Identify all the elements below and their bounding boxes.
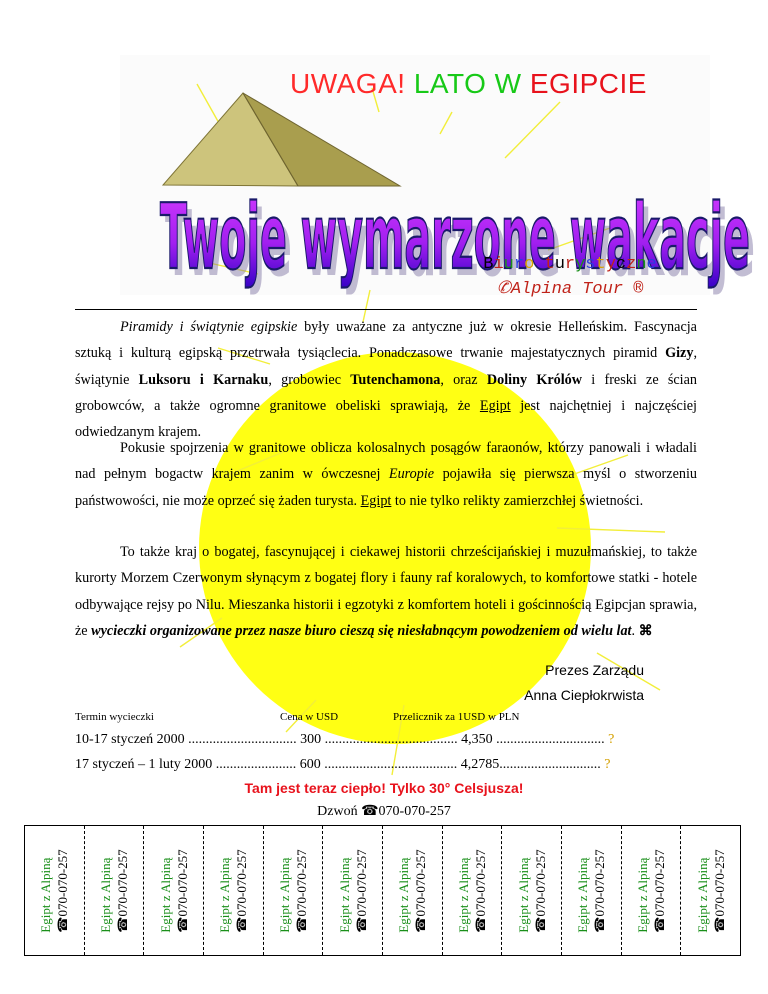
tear-off-tab <box>443 826 503 955</box>
tear-off-phone <box>591 849 608 932</box>
tear-off-text <box>336 849 370 932</box>
tear-off-number: 070-070-257 <box>592 848 608 916</box>
tear-off-text <box>634 849 668 932</box>
p1-text: były uważane za antyczne już w okresie Helleńskim. Fascynacja sztuką i kulturą egipską przetrwała tysiąclecia. Ponadczasowe trwanie majestatycznych piramid <box>75 319 697 362</box>
tear-off-label: Egipt z Alpiną <box>694 857 710 933</box>
tear-off-phone <box>174 849 191 932</box>
p1-bold-luksor: Luksoru i Karnaku <box>138 371 269 388</box>
tear-off-text <box>97 849 131 932</box>
paragraph-2 <box>75 435 697 514</box>
p1-bold-gizy: Gizy <box>665 345 694 362</box>
signature-role: Prezes Zarządu <box>545 662 644 678</box>
tear-off-phone <box>54 849 71 932</box>
call-label: Dzwoń <box>317 804 362 819</box>
tear-off-phone <box>711 849 728 932</box>
tear-off-number: 070-070-257 <box>413 848 429 916</box>
phone-icon: ☎ <box>294 915 310 933</box>
tear-off-label: Egipt z Alpiną <box>38 857 54 933</box>
agency-label: Biuro turystyczne <box>483 255 657 274</box>
phone-icon: ☎ <box>592 915 608 933</box>
divider <box>75 309 697 310</box>
phone-icon: ☎ <box>234 915 250 933</box>
row-term: 10-17 styczeń 2000 <box>75 732 185 747</box>
row-leader: ............................. <box>499 757 605 772</box>
p1-underline-egipt: Egipt <box>479 397 511 414</box>
row-rate: 4,350 <box>461 732 493 747</box>
call-phone: 070-070-257 <box>378 804 451 819</box>
poster-title <box>290 68 647 100</box>
tear-off-number: 070-070-257 <box>174 848 190 916</box>
p1-text: i freski ze ścian grobowców, a także ogromne granitowe obeliski sprawiają, że <box>75 371 698 414</box>
p3-text: . <box>631 622 639 639</box>
row-pln: ? <box>604 757 611 772</box>
phone-icon: ☎ <box>652 915 668 933</box>
tear-off-number: 070-070-257 <box>55 848 71 916</box>
tear-off-text <box>395 849 429 932</box>
p1-bold-doliny: Doliny Królów <box>486 371 583 388</box>
agency-name <box>440 278 700 299</box>
phone-icon: ☎ <box>55 915 71 933</box>
p1-text: , świątynie <box>75 345 697 388</box>
tear-off-text <box>37 849 71 932</box>
tear-off-number: 070-070-257 <box>532 848 548 916</box>
tear-off-tab <box>681 826 740 955</box>
tear-off-tab <box>323 826 383 955</box>
tear-off-phone <box>412 849 429 932</box>
tear-off-tab <box>264 826 324 955</box>
tear-off-phone <box>651 849 668 932</box>
command-symbol-icon: ⌘ <box>638 622 653 639</box>
header-price: Cena w USD <box>280 711 339 723</box>
tear-off-number: 070-070-257 <box>115 848 130 916</box>
tear-off-phone <box>233 849 250 932</box>
tear-off-text <box>515 849 549 932</box>
tear-off-label: Egipt z Alpiną <box>515 857 531 933</box>
tear-off-text <box>276 849 310 932</box>
svg-text:Twoje wymarzone wakacje: Twoje wymarzone wakacje <box>164 192 756 298</box>
table-row <box>75 732 685 748</box>
row-leader: ...................................... <box>321 732 462 747</box>
tear-off-label: Egipt z Alpiną <box>635 857 651 933</box>
tear-off-strip <box>24 825 741 956</box>
title-word-lato: LATO W <box>413 68 522 99</box>
tear-off-label: Egipt z Alpiną <box>396 857 412 933</box>
tear-off-label: Egipt z Alpiną <box>98 857 113 933</box>
tear-off-tab <box>25 826 85 955</box>
call-line <box>0 803 768 820</box>
row-price: 600 <box>299 757 321 772</box>
agency-name-text: Alpina Tour <box>510 280 624 299</box>
phone-icon: ☎ <box>473 915 489 933</box>
p3-text: To także kraj o bogatej, fascynującej i ciekawej historii chrześcijańskiej i muzułmańskiej, to także kurorty Morzem Czerwonym słynącym z bogatej flory i fauny raf koralowych, to komfortowe statki - hotele odbywające rejsy po Nilu. Mieszanka historii i egzotyki z komfortem hoteli i gościnnością Egipcjan sprawia, że <box>75 544 697 639</box>
registered-mark: ® <box>633 280 644 299</box>
tear-off-text <box>455 849 489 932</box>
p1-bold-tutenchamon: Tutenchamona <box>350 371 441 388</box>
phone-icon: ☎ <box>353 915 369 933</box>
p3-bold-italic: wycieczki organizowane przez nasze biuro cieszą się niesłabnącym powodzeniem od wielu lat <box>91 622 632 639</box>
p2-text: pojawiła się pierwsza myśl o stworzeniu państwowości, nie może oprzeć się żaden turysta. <box>75 466 697 509</box>
tear-off-number: 070-070-257 <box>234 848 250 916</box>
row-leader: ............................... <box>492 732 609 747</box>
tear-off-number: 070-070-257 <box>652 848 668 916</box>
tear-off-phone <box>532 849 549 932</box>
tear-off-phone <box>114 849 131 932</box>
phone-icon: ☎ <box>532 915 548 933</box>
p2-underline-egipt: Egipt <box>360 492 392 509</box>
signature-name: Anna Ciepłokrwista <box>524 687 644 703</box>
tear-off-tab <box>383 826 443 955</box>
title-word-egipcie: EGIPCIE <box>529 68 647 99</box>
phone-icon: ☎ <box>413 915 429 933</box>
p1-italic: Piramidy i świątynie egipskie <box>120 319 298 335</box>
tear-off-text <box>694 849 728 932</box>
p2-text: Pokusie spojrzenia w granitowe oblicza kolosalnych posągów faraonów, którzy panowali i władali nad pełnym bogactw krajem zanim w ówczesnej <box>75 440 697 483</box>
p1-text: jest najchętniej i najczęściej odwiedzanym krajem. <box>75 397 697 441</box>
tear-off-number: 070-070-257 <box>353 848 369 916</box>
header-term: Termin wycieczki <box>75 711 154 723</box>
p2-text: to nie tylko relikty zamierzchłej świetności. <box>391 492 644 509</box>
tear-off-label: Egipt z Alpiną <box>336 857 352 933</box>
row-price: 300 <box>300 732 322 747</box>
phone-icon: ☎ <box>115 915 130 933</box>
tear-off-label: Egipt z Alpiną <box>277 857 293 933</box>
row-leader: ............................... <box>184 732 301 747</box>
row-rate: 4,2785 <box>460 757 500 772</box>
tear-off-label: Egipt z Alpiną <box>456 857 472 933</box>
tear-off-text <box>574 849 608 932</box>
table-row <box>75 757 685 773</box>
row-term: 17 styczeń – 1 luty 2000 <box>75 757 213 772</box>
paragraph-3 <box>75 539 697 644</box>
paragraph-1 <box>75 314 697 445</box>
row-leader: ...................................... <box>320 757 461 772</box>
row-leader: ....................... <box>212 757 300 772</box>
tear-off-tab <box>502 826 562 955</box>
tear-off-number: 070-070-257 <box>473 848 489 916</box>
tear-off-phone <box>472 849 489 932</box>
phone-icon: ☎ <box>361 804 379 819</box>
tear-off-phone <box>293 849 310 932</box>
p1-text: , grobowiec <box>268 371 351 388</box>
tear-off-number: 070-070-257 <box>711 848 727 916</box>
tear-off-number: 070-070-257 <box>294 848 310 916</box>
tear-off-tab <box>562 826 622 955</box>
title-word-uwaga: UWAGA! <box>290 68 406 99</box>
scissors-icon: ✆ <box>496 280 511 299</box>
svg-text:Twoje wymarzone wakacje: Twoje wymarzone wakacje <box>160 185 751 291</box>
tagline: Tam jest teraz ciepło! Tylko 30° Celsjusza! <box>244 780 524 796</box>
tear-off-tab <box>204 826 264 955</box>
tear-off-label: Egipt z Alpiną <box>157 857 173 933</box>
tear-off-tab <box>144 826 204 955</box>
tear-off-tab <box>85 826 145 955</box>
header-rate: Przelicznik za 1USD w PLN <box>393 711 520 723</box>
p2-italic-europie: Europie <box>388 466 435 483</box>
row-pln: ? <box>608 732 615 747</box>
tear-off-phone <box>353 849 370 932</box>
phone-icon: ☎ <box>174 915 190 933</box>
tear-off-label: Egipt z Alpiną <box>575 857 591 933</box>
tear-off-tab <box>622 826 682 955</box>
p1-text: , oraz <box>440 371 487 388</box>
tear-off-text <box>216 849 250 932</box>
tear-off-label: Egipt z Alpiną <box>217 857 233 933</box>
phone-icon: ☎ <box>711 915 727 933</box>
tear-off-text <box>157 849 191 932</box>
